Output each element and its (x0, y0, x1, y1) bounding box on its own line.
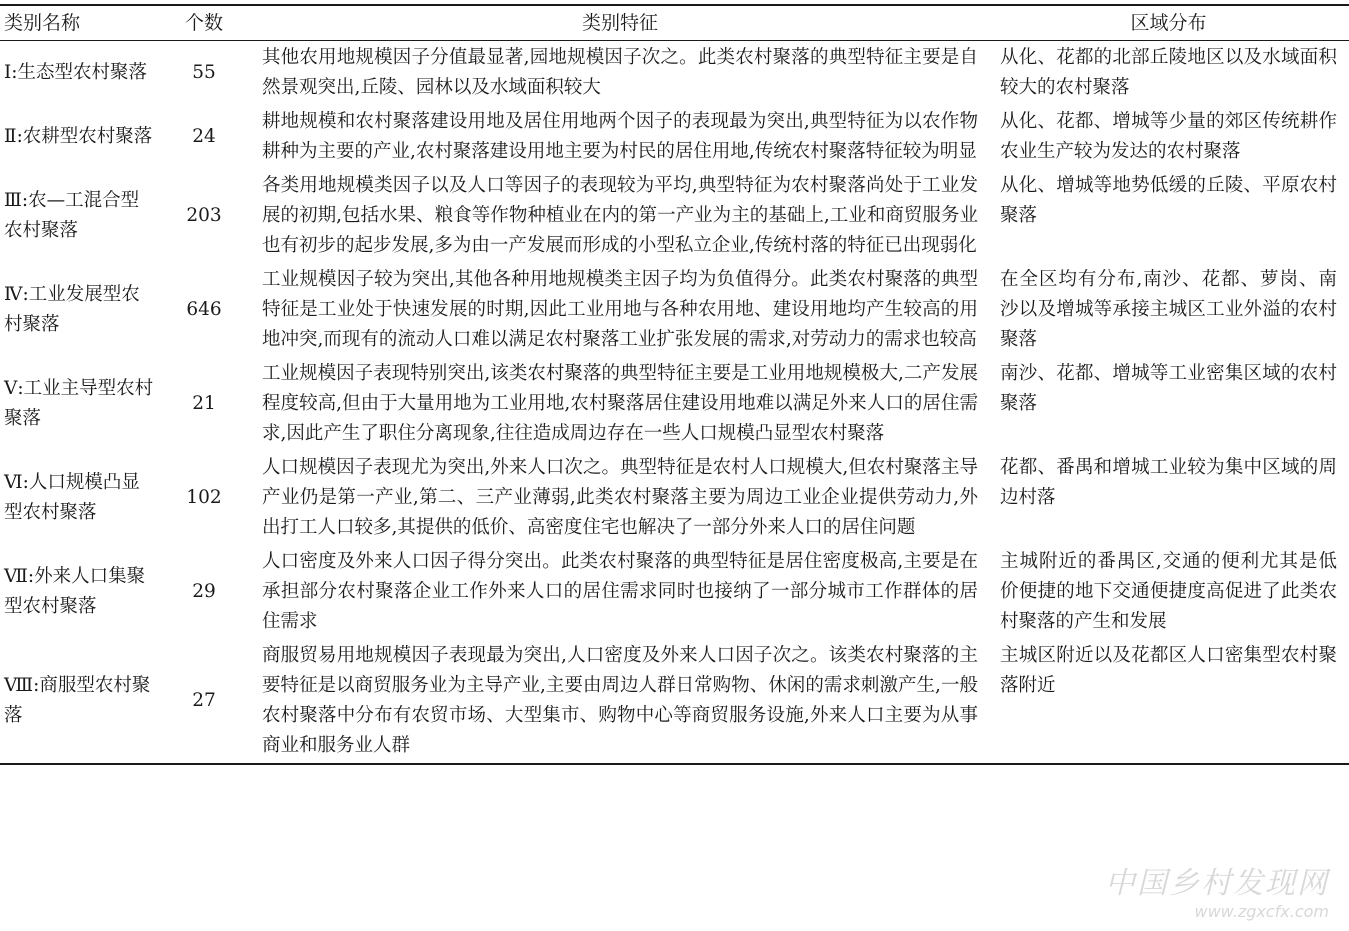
category-count: 646 (186, 299, 222, 320)
region-distribution: 从化、花都的北部丘陵地区以及水域面积较大的农村聚落 (1000, 47, 1337, 98)
category-feature: 商服贸易用地规模因子表现最为突出,人口密度及外来人口因子次之。该类农村聚落的主要特征是以商贸服务业为主导产业,主要由周边人群日常购物、休闲的需求刺激产生,一般农村聚落中分布有农贸市场、大型集市、购物中心等商贸服务设施,外来人口主要为从事商业和服务业人群 (254, 639, 992, 764)
category-name: Ⅰ:生态型农村聚落 (4, 62, 148, 83)
category-count: 27 (154, 639, 254, 764)
table-row (0, 169, 1349, 263)
header-region-distribution: 区域分布 (992, 5, 1349, 41)
region-distribution: 从化、花都、增城等少量的郊区传统耕作农业生产较为发达的农村聚落 (1000, 111, 1337, 162)
category-count: 102 (186, 487, 222, 508)
header-category-name: 类别名称 (0, 5, 154, 41)
header-row (0, 5, 1349, 41)
table-row (0, 639, 1349, 764)
category-feature: 耕地规模和农村聚落建设用地及居住用地两个因子的表现最为突出,典型特征为以农作物耕种为主要的产业,农村聚落建设用地主要为村民的居住用地,传统农村聚落特征较为明显 (262, 111, 978, 162)
region-distribution: 主城区附近以及花都区人口密集型农村聚落附近 (992, 639, 1349, 764)
site-watermark (1105, 858, 1329, 921)
region-distribution: 主城附近的番禺区,交通的便利尤其是低价便捷的地下交通便捷度高促进了此类农村聚落的产生和发展 (1000, 551, 1337, 632)
category-name: Ⅲ:农—工混合型农村聚落 (4, 190, 140, 241)
header-count: 个数 (154, 5, 254, 41)
table-row (0, 41, 1349, 106)
category-count: 203 (186, 205, 222, 226)
watermark-text: 中国乡村发现网 (1105, 866, 1329, 901)
table-row (0, 451, 1349, 545)
region-distribution: 花都、番禺和增城工业较为集中区域的周边村落 (1000, 457, 1337, 508)
region-distribution: 在全区均有分布,南沙、花都、萝岗、南沙以及增城等承接主城区工业外溢的农村聚落 (1000, 269, 1337, 350)
category-count: 29 (192, 581, 216, 602)
table-row (0, 545, 1349, 639)
category-count: 24 (192, 126, 216, 147)
category-feature: 人口密度及外来人口因子得分突出。此类农村聚落的典型特征是居住密度极高,主要是在承担部分农村聚落企业工作外来人口的居住需求同时也接纳了一部分城市工作群体的居住需求 (262, 551, 978, 632)
table-row (0, 263, 1349, 357)
region-distribution: 从化、增城等地势低缓的丘陵、平原农村聚落 (1000, 175, 1337, 226)
category-name: Ⅱ:农耕型农村聚落 (4, 126, 153, 147)
category-feature: 人口规模因子表现尤为突出,外来人口次之。典型特征是农村人口规模大,但农村聚落主导产业仍是第一产业,第二、三产业薄弱,此类农村聚落主要为周边工业企业提供劳动力,外出打工人口较多,其提供的低价、高密度住宅也解决了一部分外来人口的居住问题 (262, 457, 978, 538)
watermark-url: www.zgxcfx.com (1194, 902, 1329, 921)
category-name: Ⅴ:工业主导型农村聚落 (4, 378, 154, 429)
header-category-feature: 类别特征 (254, 5, 992, 41)
table-row (0, 357, 1349, 451)
category-feature: 各类用地规模类因子以及人口等因子的表现较为平均,典型特征为农村聚落尚处于工业发展的初期,包括水果、粮食等作物种植业在内的第一产业为主的基础上,工业和商贸服务业也有初步的起步发展,多为由一产发展而形成的小型私立企业,传统村落的特征已出现弱化 (262, 175, 978, 256)
category-name: Ⅵ:人口规模凸显型农村聚落 (4, 472, 140, 523)
category-count: 21 (192, 393, 216, 414)
category-feature: 工业规模因子表现特别突出,该类农村聚落的典型特征主要是工业用地规模极大,二产发展程度较高,但由于大量用地为工业用地,农村聚落居住建设用地难以满足外来人口的居住需求,因此产生了职住分离现象,往往造成周边存在一些人口规模凸显型农村聚落 (262, 363, 978, 444)
category-name: Ⅷ:商服型农村聚落 (0, 639, 154, 764)
category-feature: 工业规模因子较为突出,其他各种用地规模类主因子均为负值得分。此类农村聚落的典型特征是工业处于快速发展的时期,因此工业用地与各种农用地、建设用地均产生较高的用地冲突,而现有的流动人口难以满足农村聚落工业扩张发展的需求,对劳动力的需求也较高 (262, 269, 978, 350)
table-row (0, 105, 1349, 169)
category-name: Ⅳ:工业发展型农村聚落 (4, 284, 140, 335)
classification-table (0, 4, 1349, 765)
category-name: Ⅶ:外来人口集聚型农村聚落 (4, 566, 146, 617)
category-feature: 其他农用地规模因子分值最显著,园地规模因子次之。此类农村聚落的典型特征主要是自然景观突出,丘陵、园林以及水域面积较大 (262, 47, 978, 98)
category-count: 55 (192, 62, 216, 83)
region-distribution: 南沙、花都、增城等工业密集区域的农村聚落 (1000, 363, 1337, 414)
